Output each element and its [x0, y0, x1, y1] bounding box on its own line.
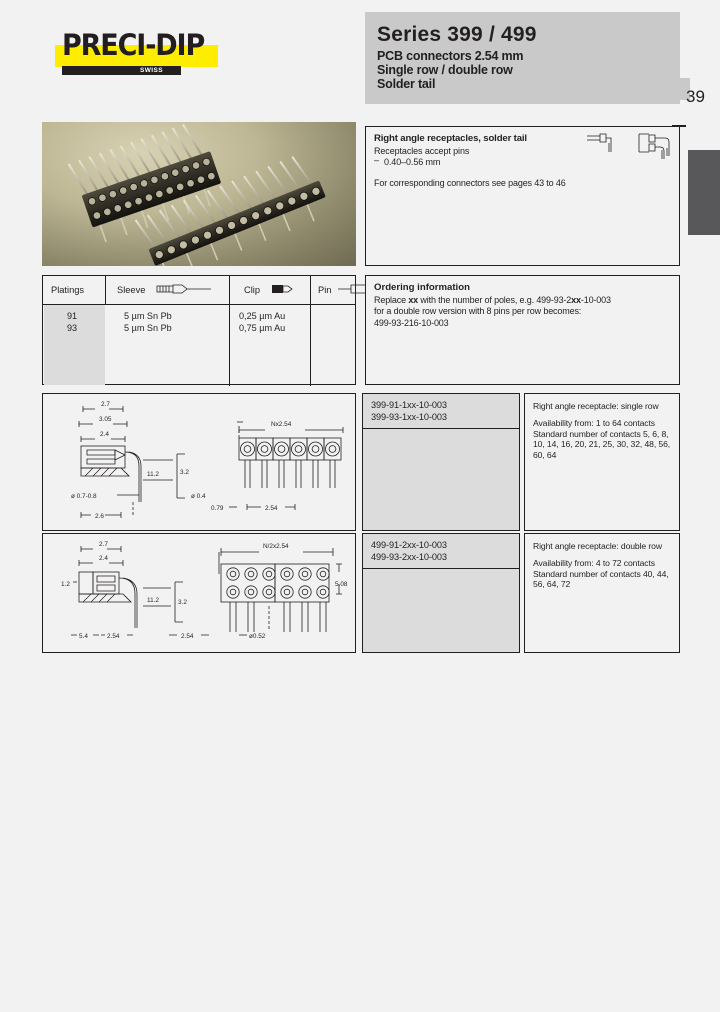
- drawing-single-row: [42, 393, 356, 531]
- section-tab-dark: [688, 150, 720, 235]
- dim-2-6: 2.6: [95, 513, 104, 520]
- product-photo: [42, 122, 356, 266]
- part-number-header-double: [363, 534, 519, 569]
- dim-dr-508: 5.08: [335, 581, 348, 588]
- column-header-sleeve: Sleeve: [117, 285, 146, 295]
- platings-divider-3: [310, 276, 311, 386]
- dim-2-7: 2.7: [101, 401, 110, 408]
- ordering-line-1c: with the number of poles, e.g. 499-93-2: [418, 295, 572, 305]
- dim-dr-2-4: 2.4: [99, 555, 108, 562]
- info-box-single-row: [524, 393, 680, 531]
- cell-clip-0: 0,25 µm Au: [239, 311, 286, 321]
- cell-sleeve-1: 5 µm Sn Pb: [124, 323, 172, 333]
- logo-sub-text: SWISS: [140, 67, 163, 74]
- clip-icon: [271, 283, 293, 295]
- logo-dark-bar: [62, 66, 181, 75]
- brand-logo: [55, 28, 235, 76]
- info-standard-label-double: Standard number of contacts: [533, 568, 641, 579]
- dim-phi-04: ø 0.4: [191, 493, 206, 500]
- drawing-double-row: [42, 533, 356, 653]
- dim-n2x254: N/2x2.54: [263, 543, 289, 550]
- dim-2-4: 2.4: [100, 431, 109, 438]
- part-number-box-single-row: [362, 393, 520, 531]
- part-number-box-double-row: [362, 533, 520, 653]
- platings-table: [42, 275, 356, 385]
- drawing-single-row-artwork: [43, 394, 355, 530]
- logo-wordmark: PRECI-DIP: [62, 28, 205, 62]
- part-number-double-0: 499-91-2xx-10-003: [371, 540, 447, 550]
- info-title-double: Right angle receptacle: double row: [533, 541, 662, 551]
- contact-row-single: [239, 438, 341, 488]
- ordering-xx-2: xx: [571, 295, 581, 305]
- subtitle-line-2: Single row / double row: [377, 63, 513, 78]
- dim-dr-phi052: ø0.52: [249, 633, 266, 640]
- contact-rows-double: [221, 564, 329, 632]
- description-line-3: For corresponding connectors see pages 43 to 46: [374, 178, 566, 188]
- platings-divider-2: [229, 276, 230, 386]
- dim-dr-2-7: 2.7: [99, 541, 108, 548]
- part-number-double-1: 499-93-2xx-10-003: [371, 551, 447, 562]
- dim-079: 0.79: [211, 505, 224, 512]
- cell-platings-1: 93: [67, 323, 78, 333]
- info-title-single: Right angle receptacle: single row: [533, 401, 659, 411]
- diameter-symbol: –: [374, 155, 380, 165]
- drawing-double-row-artwork: [43, 534, 355, 652]
- info-box-double-row: [524, 533, 680, 653]
- page-number: 39: [686, 87, 705, 106]
- dim-3-05: 3.05: [99, 416, 112, 423]
- dim-dr-2-54: 2.54: [107, 633, 120, 640]
- description-box: [365, 126, 680, 266]
- dim-phi-07-08: ø 0.7-0.8: [71, 493, 97, 500]
- single-row-connector-icon: [586, 131, 620, 157]
- dim-11-2: 11.2: [147, 471, 159, 478]
- dim-dr-1-2: 1.2: [61, 581, 70, 588]
- product-photo-artwork: [42, 122, 356, 266]
- cell-sleeve-0: 5 µm Sn Pb: [124, 311, 172, 321]
- info-availability-single: Availability from: 1 to 64 contacts: [533, 418, 655, 429]
- dim-254-pitch: 2.54: [265, 505, 278, 512]
- part-number-single-0: 399-91-1xx-10-003: [371, 400, 447, 410]
- column-header-platings: Platings: [51, 285, 85, 295]
- platings-divider-1: [105, 276, 106, 304]
- dim-3-2: 3.2: [180, 469, 189, 476]
- ordering-line-3: 499-93-216-10-003: [374, 317, 449, 328]
- subtitle-line-1: PCB connectors 2.54 mm: [377, 49, 524, 63]
- dim-dr-3-2: 3.2: [178, 599, 187, 606]
- info-standard-single: [533, 429, 671, 460]
- info-standard-values-double: 40, 44, 56, 64, 72: [533, 568, 669, 590]
- part-number-single-1: 399-93-1xx-10-003: [371, 411, 447, 422]
- info-standard-double: [533, 569, 671, 590]
- subtitle-line-3: Solder tail: [377, 77, 436, 92]
- info-availability-double: Availability from: 4 to 72 contacts: [533, 558, 655, 569]
- description-line-1: Receptacles accept pins: [374, 146, 470, 156]
- cell-clip-1: 0,75 µm Au: [239, 323, 286, 333]
- ordering-information-box: [365, 275, 680, 385]
- dim-dr-254-pitch: 2.54: [181, 633, 194, 640]
- cell-platings-0: 91: [67, 311, 78, 321]
- dim-dr-5-4: 5.4: [79, 633, 88, 640]
- column-header-clip: Clip: [244, 285, 261, 295]
- ordering-line-2: for a double row version with 8 pins per row becomes:: [374, 306, 582, 317]
- double-row-connector-icon: [636, 131, 676, 161]
- page-subtitle: [377, 49, 523, 92]
- sleeve-icon: [155, 282, 215, 296]
- dim-dr-11-2: 11.2: [147, 597, 159, 604]
- ordering-line-1a: Replace: [374, 295, 409, 305]
- info-standard-values-single: 5, 6, 8, 10, 14, 16, 20, 21, 25, 30, 32, 48, 56, 60, 64: [533, 428, 671, 460]
- page-title: Series 399 / 499: [377, 23, 537, 46]
- part-number-header-single: [363, 394, 519, 429]
- dim-nx254: Nx2.54: [271, 421, 292, 428]
- description-line-2: 0.40–0.56 mm: [384, 157, 441, 167]
- column-header-pin: Pin: [318, 285, 332, 295]
- ordering-xx-1: xx: [408, 295, 419, 305]
- ordering-body: [374, 295, 674, 329]
- info-standard-label-single: Standard number of contacts: [533, 428, 641, 439]
- ordering-title: Ordering information: [374, 282, 470, 293]
- ordering-line-1e: -10-003: [580, 295, 611, 305]
- platings-header-rule: [43, 304, 355, 305]
- description-title: Right angle receptacles, solder tail: [374, 133, 527, 144]
